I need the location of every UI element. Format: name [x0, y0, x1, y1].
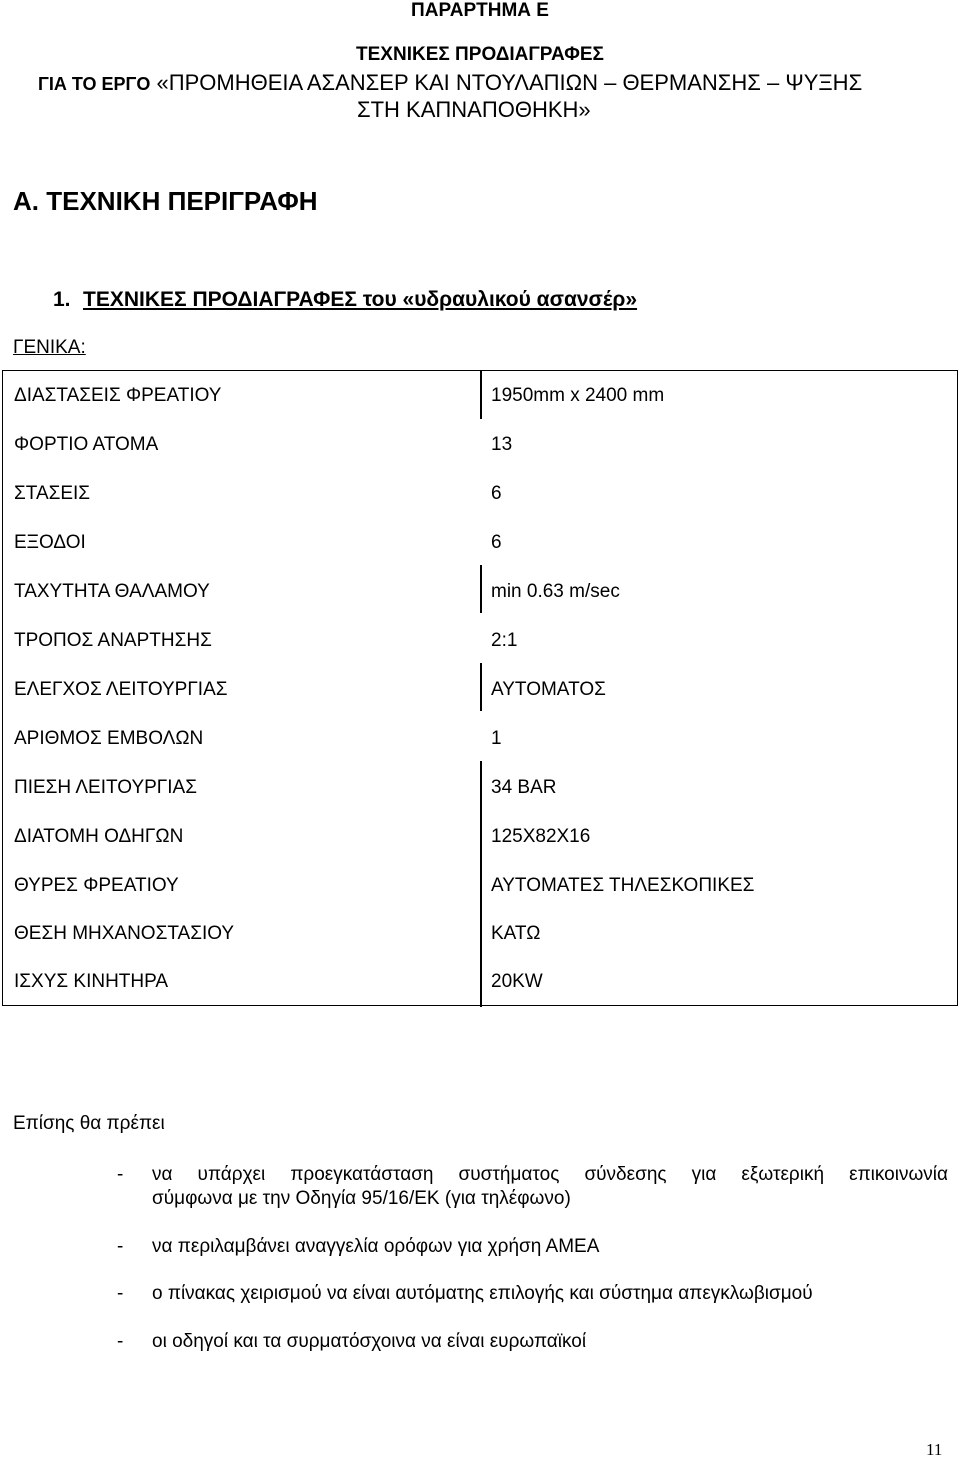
spec-value: ΑΥΤΟΜΑΤΟΣ	[491, 679, 606, 700]
spec-table	[2, 370, 958, 1006]
spec-value: 125Χ82Χ16	[491, 826, 591, 847]
spec-value: 20KW	[491, 971, 543, 992]
list-dash: -	[117, 1236, 124, 1257]
spec-label: ΘΥΡΕΣ ΦΡΕΑΤΙΟΥ	[14, 875, 179, 896]
spec-value: ΑΥΤΟΜΑΤΕΣ ΤΗΛΕΣΚΟΠΙΚΕΣ	[491, 875, 755, 896]
table-divider	[480, 565, 482, 613]
spec-label: ΘΕΣΗ ΜΗΧΑΝΟΣΤΑΣΙΟΥ	[14, 923, 235, 944]
spec-label: ΔΙΑΤΟΜΗ ΟΔΗΓΩΝ	[14, 826, 184, 847]
also-text: Επίσης θα πρέπει	[13, 1113, 165, 1134]
spec-label: ΤΡΟΠΟΣ ΑΝΑΡΤΗΣΗΣ	[14, 630, 212, 651]
requirement-text-line-1: να υπάρχει προεγκατάσταση συστήματος σύνδεσης για εξωτερική επικοινωνία	[152, 1164, 948, 1185]
list-dash: -	[117, 1164, 124, 1185]
list-dash: -	[117, 1283, 124, 1304]
spec-label: ΕΛΕΓΧΟΣ ΛΕΙΤΟΥΡΓΙΑΣ	[14, 679, 228, 700]
spec-value: 2:1	[491, 630, 518, 651]
spec-label: ΣΤΑΣΕΙΣ	[14, 483, 91, 504]
page-number: 11	[926, 1440, 943, 1459]
table-divider	[480, 371, 482, 419]
section-a-heading: Α. ΤΕΧΝΙΚΗ ΠΕΡΙΓΡΑΦΗ	[13, 186, 318, 216]
specs-title: ΤΕΧΝΙΚΕΣ ΠΡΟΔΙΑΓΡΑΦΕΣ	[356, 44, 604, 65]
spec-label: ΕΞΟΔΟΙ	[14, 532, 86, 553]
spec-value: 1	[491, 728, 502, 749]
spec-label: ΠΙΕΣΗ ΛΕΙΤΟΥΡΓΙΑΣ	[14, 777, 197, 798]
project-label: ΓΙΑ ΤΟ ΕΡΓΟ	[38, 74, 151, 94]
requirement-text: οι οδηγοί και τα συρματόσχοινα να είναι ευρωπαϊκοί	[152, 1331, 587, 1352]
annex-title: ΠΑΡΑΡΤΗΜΑ Ε	[411, 0, 549, 21]
table-divider	[480, 663, 482, 711]
general-label: ΓΕΝΙΚΑ:	[13, 337, 86, 358]
requirement-text: ο πίνακας χειρισμού να είναι αυτόματης επιλογής και σύστημα απεγκλωβισμού	[152, 1283, 813, 1304]
requirement-text-line-2: σύμφωνα με την Οδηγία 95/16/ΕΚ (για τηλέφωνο)	[152, 1188, 571, 1209]
spec-label: ΙΣΧΥΣ ΚΙΝΗΤΗΡΑ	[14, 971, 169, 992]
spec-label: ΦΟΡΤΙΟ ΑΤΟΜΑ	[14, 434, 159, 455]
spec-label: ΔΙΑΣΤΑΣΕΙΣ ΦΡΕΑΤΙΟΥ	[14, 385, 222, 406]
spec-label: ΤΑΧΥΤΗΤΑ ΘΑΛΑΜΟΥ	[14, 581, 210, 602]
spec-value: 34 BAR	[491, 777, 557, 798]
spec-label: ΑΡΙΘΜΟΣ ΕΜΒΟΛΩΝ	[14, 728, 204, 749]
section-1-number: 1.	[53, 288, 71, 311]
table-divider	[480, 761, 482, 1007]
list-dash: -	[117, 1331, 124, 1352]
spec-value: min 0.63 m/sec	[491, 581, 620, 602]
spec-value: 6	[491, 532, 502, 553]
section-1-title: ΤΕΧΝΙΚΕΣ ΠΡΟΔΙΑΓΡΑΦΕΣ του «υδραυλικού ασανσέρ»	[83, 288, 638, 311]
spec-value: 13	[491, 434, 513, 455]
requirement-text: να περιλαμβάνει αναγγελία ορόφων για χρήση ΑΜΕΑ	[152, 1236, 600, 1257]
project-name-line-2: ΣΤΗ ΚΑΠΝΑΠΟΘΗΚΗ»	[357, 97, 591, 122]
spec-value: 1950mm x 2400 mm	[491, 385, 665, 406]
project-name-line-1: «ΠΡΟΜΗΘΕΙΑ ΑΣΑΝΣΕΡ ΚΑΙ ΝΤΟΥΛΑΠΙΩΝ – ΘΕΡΜΑΝΣΗΣ – ΨΥΞΗΣ	[156, 70, 863, 95]
section-1-heading	[53, 288, 637, 312]
spec-value: 6	[491, 483, 502, 504]
project-title-line-1	[38, 70, 862, 96]
spec-value: ΚΑΤΩ	[491, 923, 541, 944]
